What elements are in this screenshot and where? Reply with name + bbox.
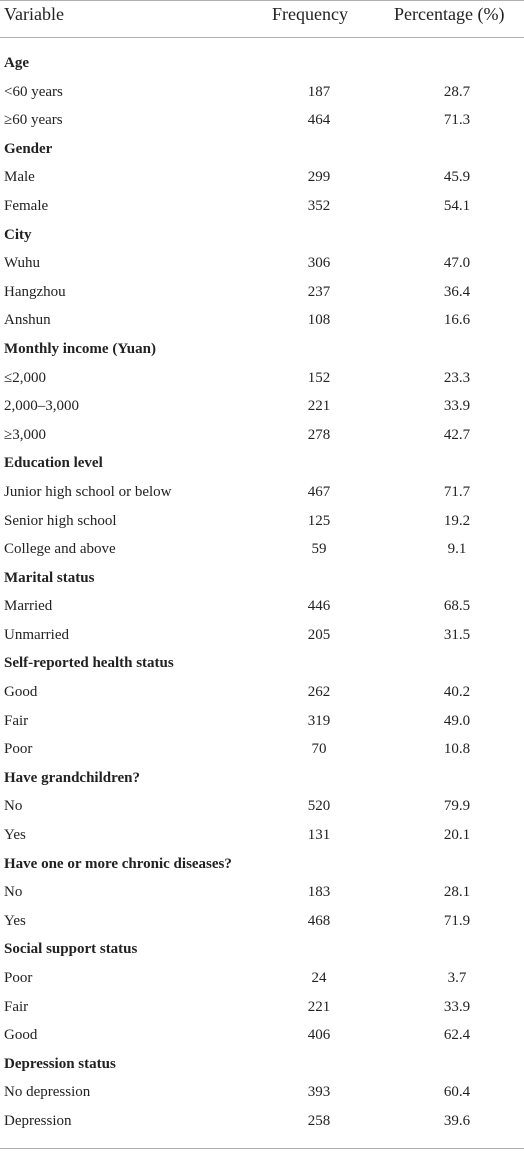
- table-row: [0, 536, 524, 565]
- row-label: Hangzhou: [4, 283, 66, 300]
- frequency-cell: 24: [311, 970, 327, 986]
- frequency-cell: 467: [307, 483, 331, 500]
- table-row: [0, 365, 524, 394]
- percentage-cell: 28.1: [443, 884, 471, 901]
- frequency-cell: 306: [307, 255, 331, 272]
- table-group-row: [0, 765, 524, 794]
- table-group-row: [0, 336, 524, 365]
- table-group-row: [0, 222, 524, 251]
- table-row: [0, 422, 524, 451]
- table-row: [0, 622, 524, 651]
- table-row: [0, 193, 524, 222]
- frequency-cell: 520: [307, 798, 331, 815]
- table-group-row: [0, 936, 524, 965]
- row-label: Fair: [4, 998, 29, 1015]
- table-row: [0, 1022, 524, 1051]
- percentage-cell: 16.6: [443, 312, 471, 329]
- percentage-cell: 68.5: [443, 598, 471, 615]
- bottom-rule: [0, 1148, 524, 1149]
- frequency-cell: 70: [311, 741, 327, 758]
- row-label: Yes: [4, 827, 26, 844]
- table-row: [0, 1108, 524, 1137]
- frequency-cell: 125: [307, 512, 331, 529]
- group-label: Education level: [4, 455, 103, 472]
- table-row: [0, 965, 524, 994]
- table-row: [0, 793, 524, 822]
- frequency-cell: 205: [307, 626, 331, 643]
- table-row: [0, 164, 524, 193]
- table-group-row: [0, 851, 524, 880]
- table-row: [0, 1079, 524, 1108]
- percentage-cell: 71.9: [443, 912, 471, 929]
- frequency-cell: 319: [307, 712, 331, 729]
- row-label: Wuhu: [4, 255, 41, 272]
- table-group-row: [0, 1051, 524, 1080]
- percentage-cell: 71.3: [443, 112, 471, 129]
- row-label: Good: [4, 1027, 38, 1044]
- percentage-cell: 36.4: [443, 283, 471, 300]
- group-label: Have grandchildren?: [4, 769, 140, 786]
- percentage-cell: 33.9: [443, 998, 471, 1015]
- percentage-cell: 49.0: [443, 712, 471, 729]
- table-header: [0, 0, 524, 37]
- header-variable: Variable: [4, 4, 64, 24]
- percentage-cell: 45.9: [443, 169, 471, 186]
- frequency-cell: 352: [307, 197, 331, 214]
- row-label: Good: [4, 684, 38, 701]
- frequency-cell: 183: [307, 884, 331, 901]
- group-label: Depression status: [4, 1055, 116, 1072]
- row-label: Married: [4, 598, 53, 615]
- table-row: [0, 879, 524, 908]
- table-row: [0, 250, 524, 279]
- frequency-cell: 59: [311, 541, 327, 558]
- group-label: Social support status: [4, 941, 138, 958]
- percentage-cell: 60.4: [443, 1084, 471, 1101]
- table-group-row: [0, 450, 524, 479]
- row-label: College and above: [4, 541, 116, 558]
- row-label: Female: [4, 197, 49, 214]
- percentage-cell: 47.0: [443, 255, 471, 272]
- table-row: [0, 107, 524, 136]
- row-label: Male: [4, 169, 35, 186]
- header-percentage: Percentage (%): [394, 4, 505, 24]
- percentage-cell: 9.1: [447, 541, 467, 558]
- frequency-cell: 131: [307, 827, 331, 844]
- row-label: Fair: [4, 712, 29, 729]
- header-frequency: Frequency: [272, 4, 348, 24]
- percentage-cell: 20.1: [443, 827, 471, 844]
- table-group-row: [0, 650, 524, 679]
- percentage-cell: 31.5: [443, 626, 471, 643]
- percentage-cell: 71.7: [443, 483, 471, 500]
- row-label: Depression: [4, 1112, 72, 1129]
- percentage-cell: 40.2: [443, 684, 471, 701]
- table-group-row: [0, 50, 524, 79]
- table-row: [0, 508, 524, 537]
- group-label: Gender: [4, 140, 53, 157]
- table-row: [0, 994, 524, 1023]
- row-label: Poor: [4, 741, 33, 758]
- table-row: [0, 708, 524, 737]
- row-label: Unmarried: [4, 626, 69, 643]
- table-row: [0, 679, 524, 708]
- frequency-cell: 468: [307, 912, 331, 929]
- row-label: <60 years: [4, 83, 63, 100]
- table-row: [0, 307, 524, 336]
- percentage-cell: 42.7: [443, 426, 471, 443]
- row-label: Poor: [4, 970, 33, 986]
- percentage-cell: 19.2: [443, 512, 471, 529]
- frequency-cell: 237: [307, 283, 331, 300]
- table-group-row: [0, 136, 524, 165]
- table-row: [0, 822, 524, 851]
- group-label: Age: [4, 55, 29, 71]
- group-label: Have one or more chronic diseases?: [4, 855, 232, 872]
- percentage-cell: 39.6: [443, 1112, 471, 1129]
- group-label: City: [4, 226, 32, 243]
- table-group-row: [0, 565, 524, 594]
- frequency-cell: 258: [307, 1112, 331, 1129]
- table-row: [0, 79, 524, 108]
- group-label: Marital status: [4, 569, 95, 586]
- frequency-cell: 406: [307, 1027, 331, 1044]
- frequency-cell: 221: [307, 998, 331, 1015]
- header-rule: [0, 37, 524, 38]
- table-body: [0, 50, 524, 1137]
- percentage-cell: 62.4: [443, 1027, 471, 1044]
- row-label: Senior high school: [4, 512, 117, 529]
- row-label: No: [4, 884, 23, 901]
- percentage-cell: 28.7: [443, 83, 471, 100]
- row-label: No: [4, 798, 23, 815]
- row-label: Junior high school or below: [4, 483, 172, 500]
- percentage-cell: 33.9: [443, 398, 471, 415]
- percentage-cell: 10.8: [443, 741, 471, 758]
- row-label: Anshun: [4, 312, 51, 329]
- frequency-cell: 299: [307, 169, 331, 186]
- percentage-cell: 3.7: [447, 970, 467, 986]
- frequency-cell: 187: [307, 83, 331, 100]
- table-row: [0, 479, 524, 508]
- frequency-cell: 152: [307, 369, 331, 386]
- row-label: 2,000–3,000: [4, 398, 79, 415]
- percentage-cell: 54.1: [443, 197, 471, 214]
- group-label: Self-reported health status: [4, 655, 174, 672]
- group-label: Monthly income (Yuan): [4, 340, 156, 357]
- percentage-cell: 23.3: [443, 369, 471, 386]
- row-label: ≤2,000: [4, 369, 46, 386]
- row-label: No depression: [4, 1084, 91, 1101]
- table-row: [0, 908, 524, 937]
- row-label: ≥60 years: [4, 112, 63, 129]
- frequency-cell: 446: [307, 598, 331, 615]
- table-row: [0, 393, 524, 422]
- frequency-cell: 393: [307, 1084, 331, 1101]
- table-row: [0, 279, 524, 308]
- frequency-cell: 262: [307, 684, 331, 701]
- table-row: [0, 736, 524, 765]
- frequency-cell: 278: [307, 426, 331, 443]
- row-label: Yes: [4, 912, 26, 929]
- row-label: ≥3,000: [4, 426, 46, 443]
- percentage-cell: 79.9: [443, 798, 471, 815]
- table-row: [0, 593, 524, 622]
- frequency-cell: 221: [307, 398, 331, 415]
- frequency-cell: 108: [307, 312, 331, 329]
- frequency-cell: 464: [307, 112, 331, 129]
